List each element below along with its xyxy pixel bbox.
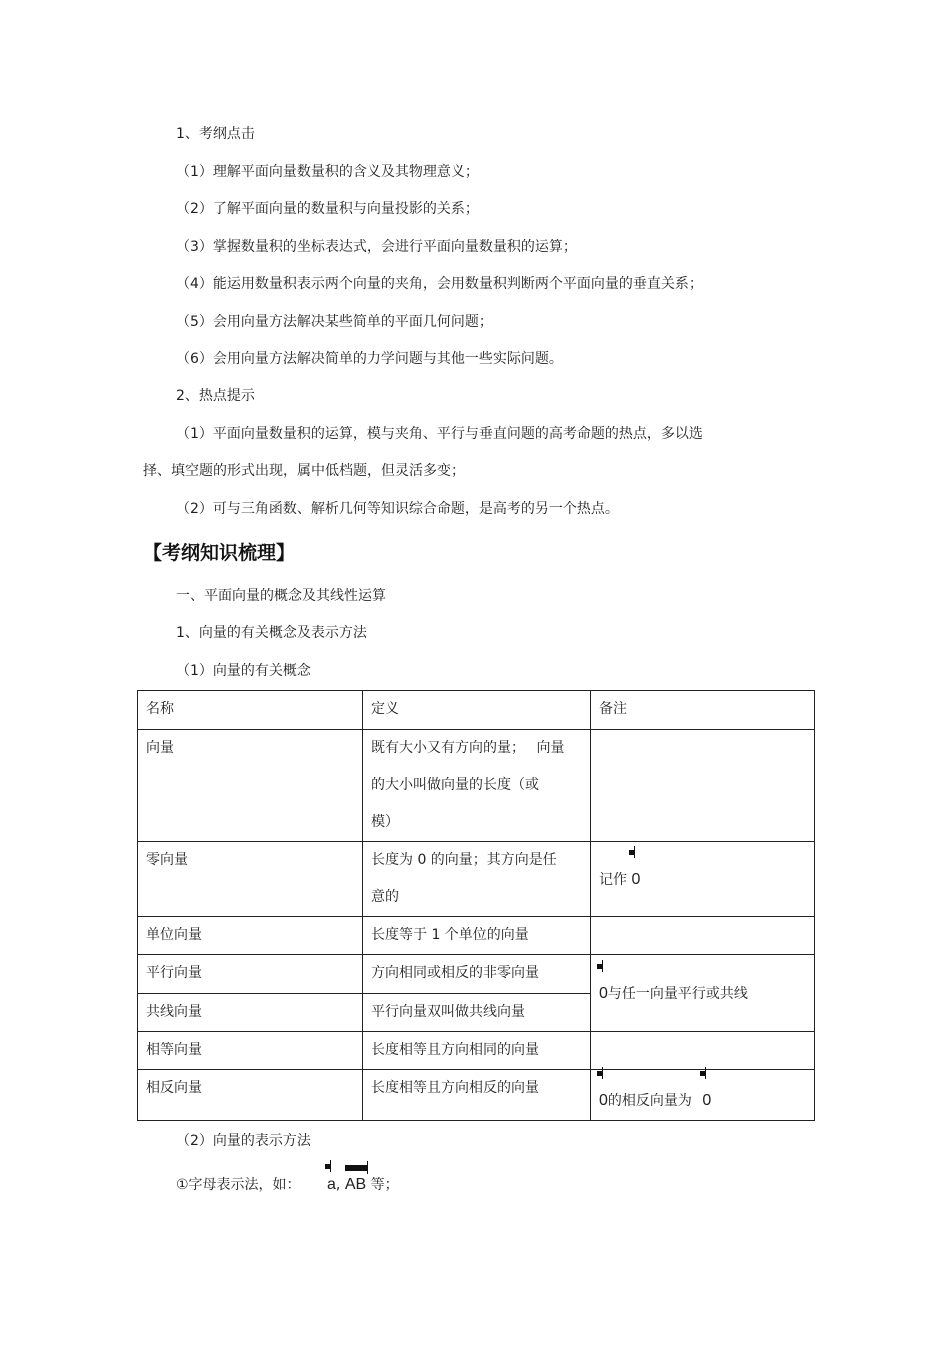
separator: , bbox=[335, 1177, 345, 1193]
table-row bbox=[138, 1070, 815, 1121]
hot-topic-2: （2）可与三角函数、解析几何等知识综合命题，是高考的另一个热点。 bbox=[176, 501, 619, 517]
header-note: 备注 bbox=[591, 691, 815, 730]
row-definition-line1: 平行向量双叫做共线向量 bbox=[371, 1004, 525, 1020]
header-name: 名称 bbox=[138, 691, 363, 730]
knowledge-subheading-2: 1、向量的有关概念及表示方法 bbox=[176, 625, 367, 641]
table-header-row bbox=[138, 691, 815, 730]
header-definition: 定义 bbox=[363, 691, 591, 730]
row-definition-line1: 既有大小又有方向的量； 向量 bbox=[371, 740, 565, 756]
row-note bbox=[591, 917, 815, 955]
exam-point-4: （4）能运用数量积表示两个向量的夹角，会用数量积判断两个平面向量的垂直关系； bbox=[176, 276, 703, 292]
exam-point-1: （1）理解平面向量数量积的含义及其物理意义； bbox=[176, 164, 479, 180]
zero-vector-symbol: 0 bbox=[599, 1080, 608, 1119]
knowledge-subheading-1: 一、平面向量的概念及其线性运算 bbox=[176, 588, 386, 604]
row-name: 相等向量 bbox=[146, 1042, 202, 1058]
row-definition-line3: 模） bbox=[371, 814, 399, 830]
row-name: 向量 bbox=[146, 740, 174, 756]
row-note bbox=[591, 1070, 815, 1121]
vector-a-symbol: a bbox=[327, 1173, 336, 1195]
row-definition-line1: 长度相等且方向相反的向量 bbox=[371, 1080, 539, 1096]
zero-vector-symbol: 0 bbox=[702, 1080, 711, 1119]
row-definition-line2: 意的 bbox=[371, 889, 399, 905]
note-text: 与任一向量平行或共线 bbox=[607, 986, 748, 1002]
row-note bbox=[591, 842, 815, 917]
zero-vector-symbol: 0 bbox=[599, 973, 608, 1012]
table-row bbox=[138, 1032, 815, 1070]
table-row bbox=[138, 955, 815, 994]
vector-ab-symbol: AB bbox=[345, 1173, 366, 1195]
letter-notation-line bbox=[176, 1173, 399, 1195]
row-note bbox=[591, 1032, 815, 1070]
knowledge-subheading-3: （1）向量的有关概念 bbox=[176, 663, 311, 679]
exam-point-3: （3）掌握数量积的坐标表达式，会进行平面向量数量积的运算； bbox=[176, 239, 577, 255]
row-name: 平行向量 bbox=[146, 965, 202, 981]
row-definition-line1: 长度为 0 的向量；其方向是任 bbox=[371, 852, 557, 868]
row-name: 相反向量 bbox=[146, 1080, 202, 1096]
knowledge-title: 【考纲知识梳理】 bbox=[143, 542, 296, 564]
row-definition-line1: 方向相同或相反的非零向量 bbox=[371, 965, 539, 981]
zero-vector-symbol: 0 bbox=[631, 859, 640, 898]
hot-topic-1-line2: 择、填空题的形式出现，属中低档题，但灵活多变； bbox=[143, 463, 465, 479]
note-text: 记作 bbox=[599, 872, 632, 888]
row-definition-line2: 的大小叫做向量的长度（或 bbox=[371, 777, 539, 793]
letter-notation-suffix: 等； bbox=[366, 1177, 399, 1193]
row-note bbox=[591, 955, 815, 1032]
row-definition-line1: 长度等于 1 个单位的向量 bbox=[371, 927, 529, 943]
hot-topic-1-line1: （1）平面向量数量积的运算，模与夹角、平行与垂直问题的高考命题的热点，多以选 bbox=[176, 426, 703, 442]
row-note bbox=[591, 730, 815, 842]
letter-notation-prefix: ①字母表示法，如： bbox=[176, 1177, 301, 1193]
table-row bbox=[138, 730, 815, 842]
vector-arrow-icon bbox=[345, 1165, 367, 1171]
exam-point-5: （5）会用向量方法解决某些简单的平面几何问题； bbox=[176, 314, 493, 330]
table-row bbox=[138, 842, 815, 917]
representation-heading: （2）向量的表示方法 bbox=[176, 1133, 311, 1149]
note-text: 的相反向量为 bbox=[607, 1093, 697, 1109]
row-name: 共线向量 bbox=[146, 1004, 202, 1020]
section-heading-exam-points: 1、考纲点击 bbox=[176, 126, 255, 142]
table-row bbox=[138, 917, 815, 955]
vector-concepts-table bbox=[137, 690, 815, 1121]
exam-point-2: （2）了解平面向量的数量积与向量投影的关系； bbox=[176, 201, 479, 217]
section-heading-hot-topics: 2、热点提示 bbox=[176, 388, 255, 404]
exam-point-6: （6）会用向量方法解决简单的力学问题与其他一些实际问题。 bbox=[176, 351, 563, 367]
row-name: 零向量 bbox=[146, 852, 188, 868]
row-definition-line1: 长度相等且方向相同的向量 bbox=[371, 1042, 539, 1058]
row-name: 单位向量 bbox=[146, 927, 202, 943]
